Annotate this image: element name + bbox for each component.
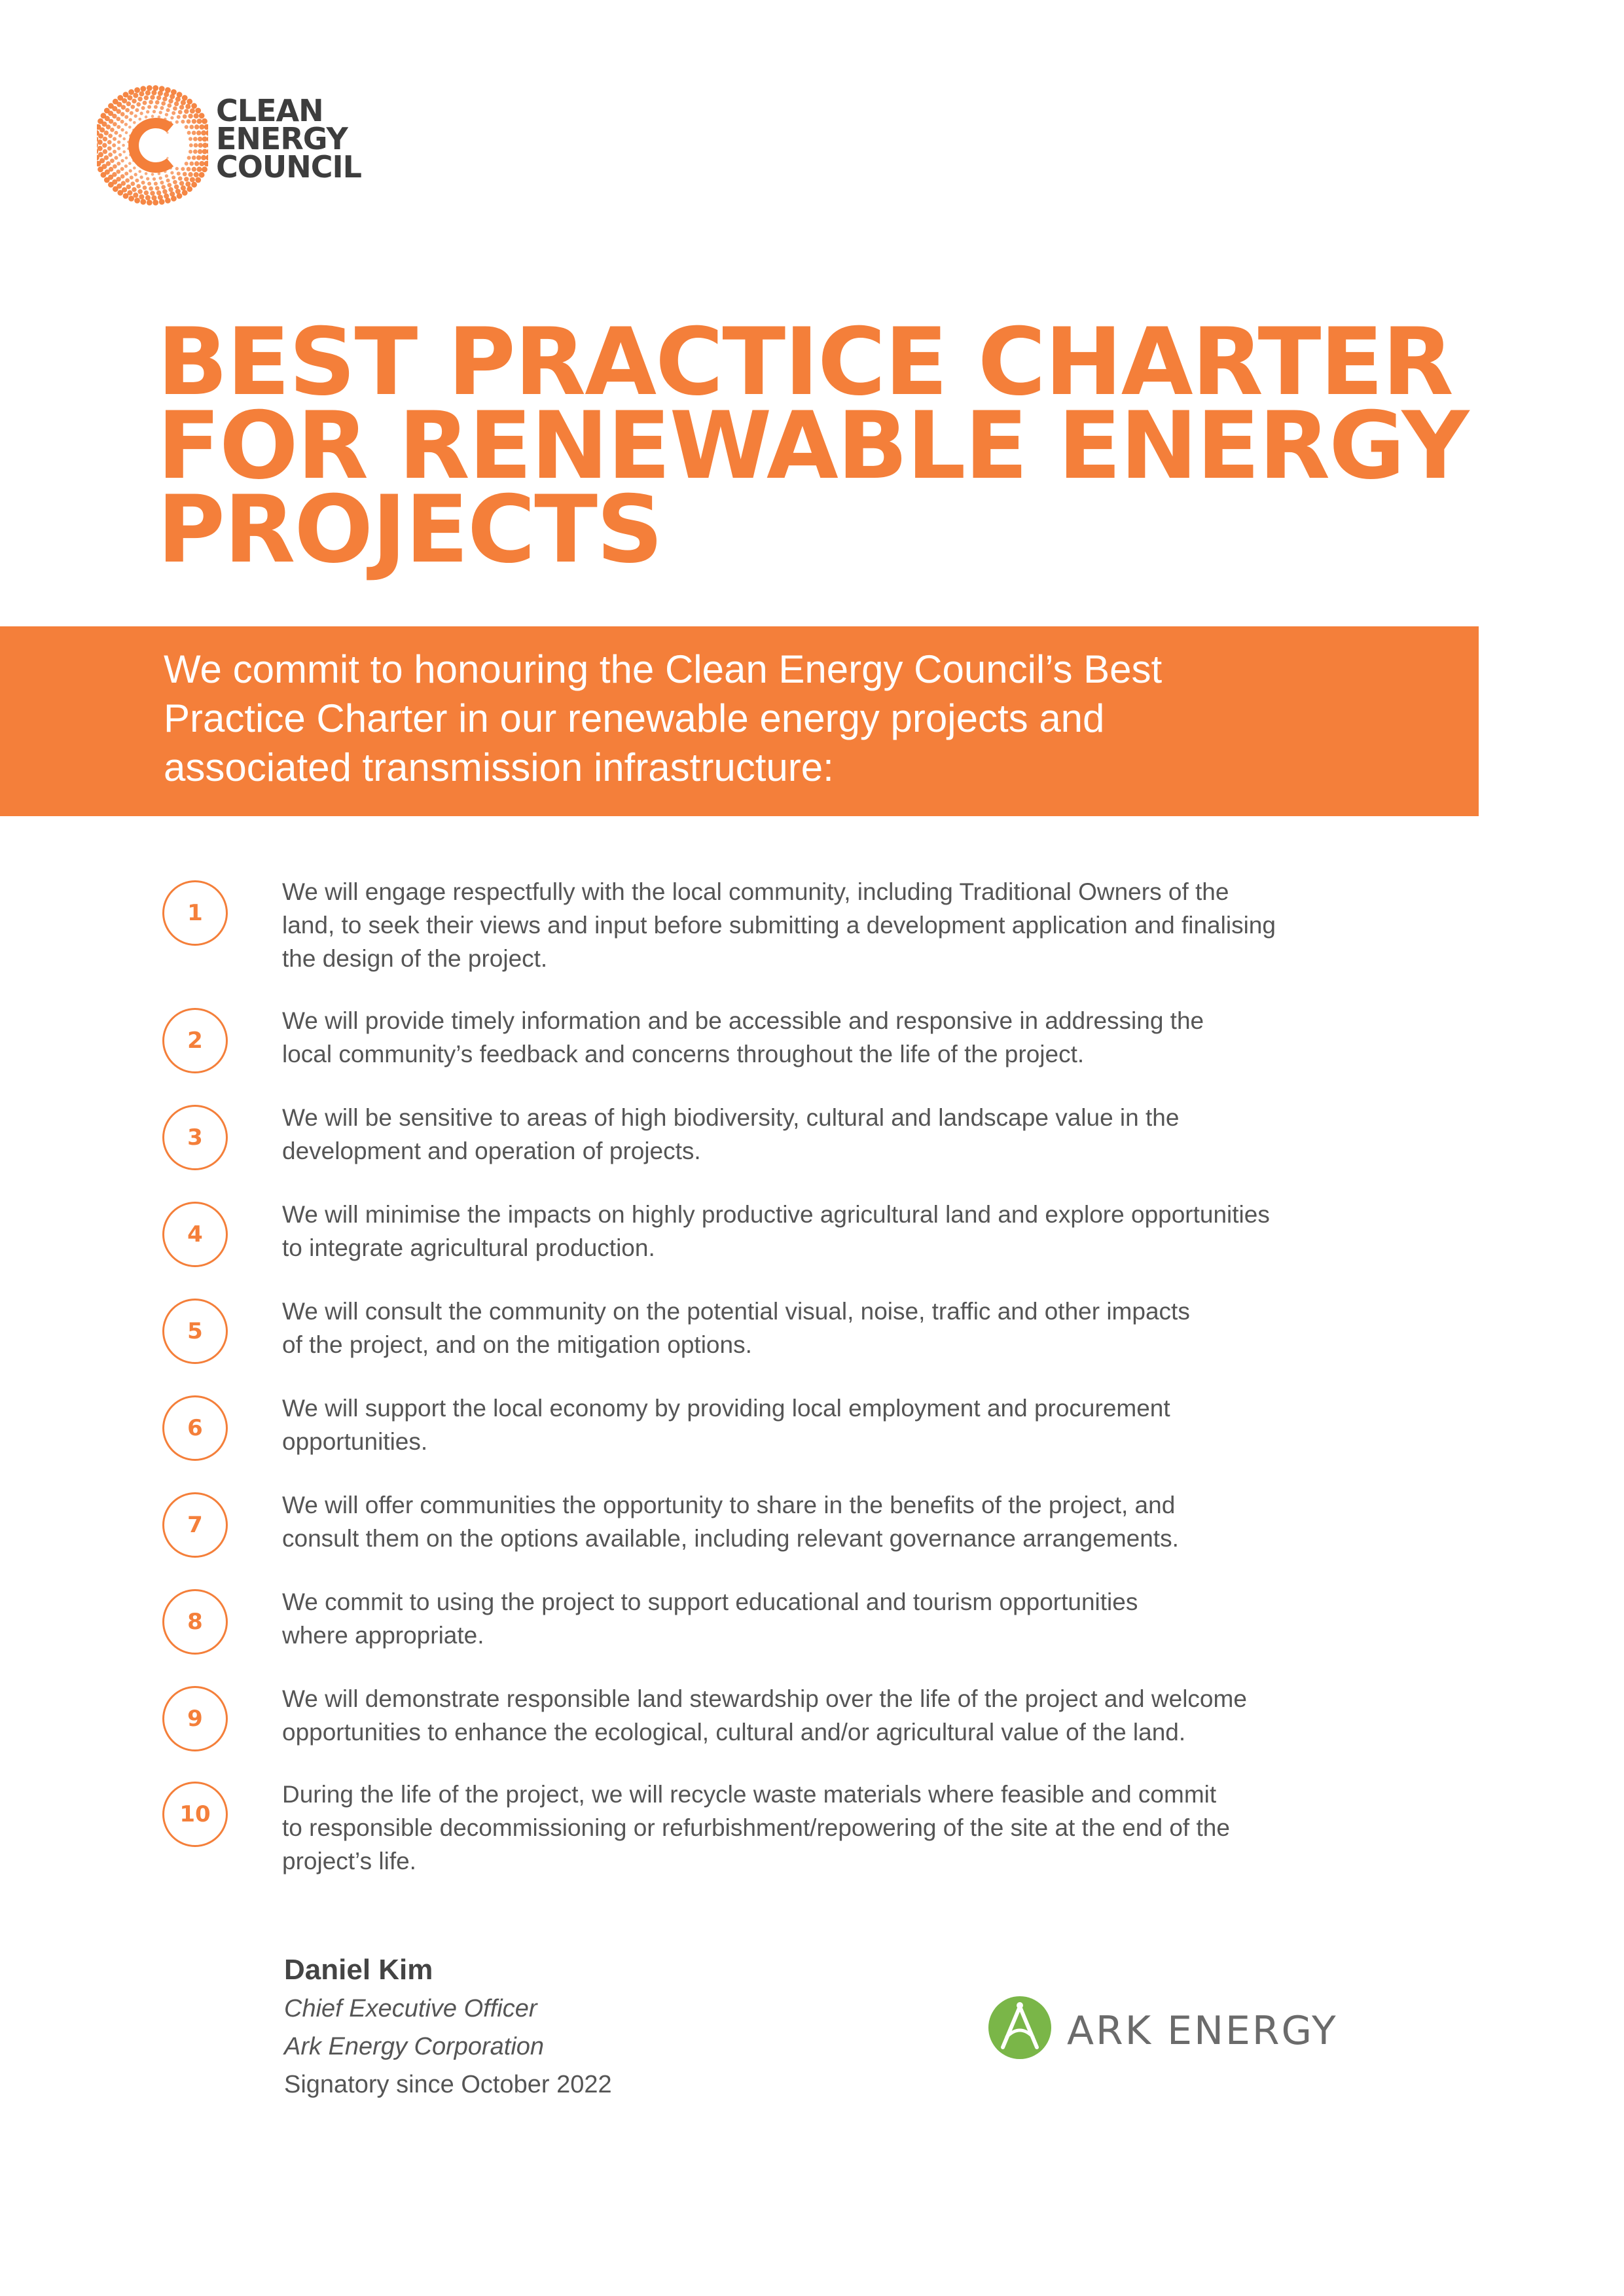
item-text	[282, 1198, 1460, 1265]
item-line: We will be sensitive to areas of high biodiversity, cultural and landscape value in the	[282, 1104, 1180, 1131]
item-line: where appropriate.	[282, 1622, 484, 1649]
item-number-badge: 4	[162, 1202, 228, 1267]
item-text	[282, 1488, 1460, 1555]
item-line: During the life of the project, we will recycle waste materials where feasible and commit	[282, 1781, 1217, 1808]
item-text	[282, 1101, 1460, 1168]
item-number-badge: 5	[162, 1299, 228, 1364]
item-line: We will offer communities the opportunity to share in the benefits of the project, and	[282, 1492, 1176, 1518]
item-line: the design of the project.	[282, 945, 548, 972]
title-line-1: BEST PRACTICE CHARTER	[157, 308, 1453, 416]
banner-line-3: associated transmission infrastructure:	[164, 745, 834, 789]
page-title	[157, 308, 1532, 584]
item-line: We will demonstrate responsible land stewardship over the life of the project and welcome	[282, 1685, 1247, 1712]
item-line: We will provide timely information and be accessible and responsive in addressing the	[282, 1007, 1204, 1034]
banner-text	[164, 645, 1407, 792]
item-line: land, to seek their views and input before submitting a development application and finalising	[282, 912, 1276, 939]
item-text	[282, 1391, 1460, 1458]
item-line: to responsible decommissioning or refurbishment/repowering of the site at the end of the	[282, 1814, 1230, 1841]
commitment-banner	[0, 626, 1479, 816]
item-line: local community’s feedback and concerns throughout the life of the project.	[282, 1041, 1085, 1067]
item-text	[282, 875, 1460, 975]
banner-line-1: We commit to honouring the Clean Energy Council’s Best	[164, 647, 1163, 691]
item-number-badge: 8	[162, 1589, 228, 1655]
item-text	[282, 1004, 1460, 1071]
signatory-since: Signatory since October 2022	[284, 2071, 612, 2098]
ark-energy-wordmark: ARK ENERGY	[1067, 2008, 1338, 2054]
logo-line-3: COUNCIL	[216, 149, 361, 185]
item-line: opportunities.	[282, 1428, 428, 1455]
item-line: to integrate agricultural production.	[282, 1234, 655, 1261]
item-number-badge: 3	[162, 1105, 228, 1170]
logo-line-2: ENERGY	[216, 121, 348, 156]
item-number-badge: 2	[162, 1008, 228, 1073]
item-line: We will consult the community on the potential visual, noise, traffic and other impacts	[282, 1298, 1190, 1325]
sunburst-c-icon	[97, 85, 208, 209]
item-text	[282, 1585, 1460, 1652]
signer-company: Ark Energy Corporation	[284, 2033, 545, 2060]
item-line: consult them on the options available, including relevant governance arrangements.	[282, 1525, 1179, 1552]
item-line: development and operation of projects.	[282, 1138, 701, 1164]
item-text	[282, 1682, 1460, 1749]
item-number-badge: 9	[162, 1686, 228, 1751]
signatory-block	[284, 1950, 873, 2104]
signer-name: Daniel Kim	[284, 1954, 433, 1986]
item-line: We will engage respectfully with the local community, including Traditional Owners of the	[282, 878, 1229, 905]
item-line: We will minimise the impacts on highly productive agricultural land and explore opportunities	[282, 1201, 1270, 1228]
item-line: of the project, and on the mitigation options.	[282, 1331, 752, 1358]
item-number-badge: 1	[162, 880, 228, 946]
item-number-badge: 6	[162, 1395, 228, 1461]
item-number-badge: 10	[162, 1782, 228, 1847]
title-line-2: FOR RENEWABLE ENERGY	[157, 392, 1468, 500]
banner-line-2: Practice Charter in our renewable energy projects and	[164, 696, 1105, 740]
logo-text	[216, 93, 361, 185]
item-number-badge: 7	[162, 1492, 228, 1558]
item-line: opportunities to enhance the ecological, cultural and/or agricultural value of the land.	[282, 1719, 1186, 1746]
item-line: We will support the local economy by providing local employment and procurement	[282, 1395, 1170, 1422]
ark-energy-a-icon	[987, 1995, 1053, 2060]
clean-energy-council-logo	[97, 85, 385, 209]
item-text	[282, 1778, 1460, 1878]
logo-line-1: CLEAN	[216, 93, 323, 128]
title-line-3: PROJECTS	[157, 476, 662, 584]
item-text	[282, 1295, 1460, 1361]
signer-role: Chief Executive Officer	[284, 1995, 537, 2022]
item-line: We commit to using the project to support educational and tourism opportunities	[282, 1588, 1138, 1615]
item-line: project’s life.	[282, 1848, 416, 1874]
ark-energy-logo	[987, 1995, 1354, 2067]
